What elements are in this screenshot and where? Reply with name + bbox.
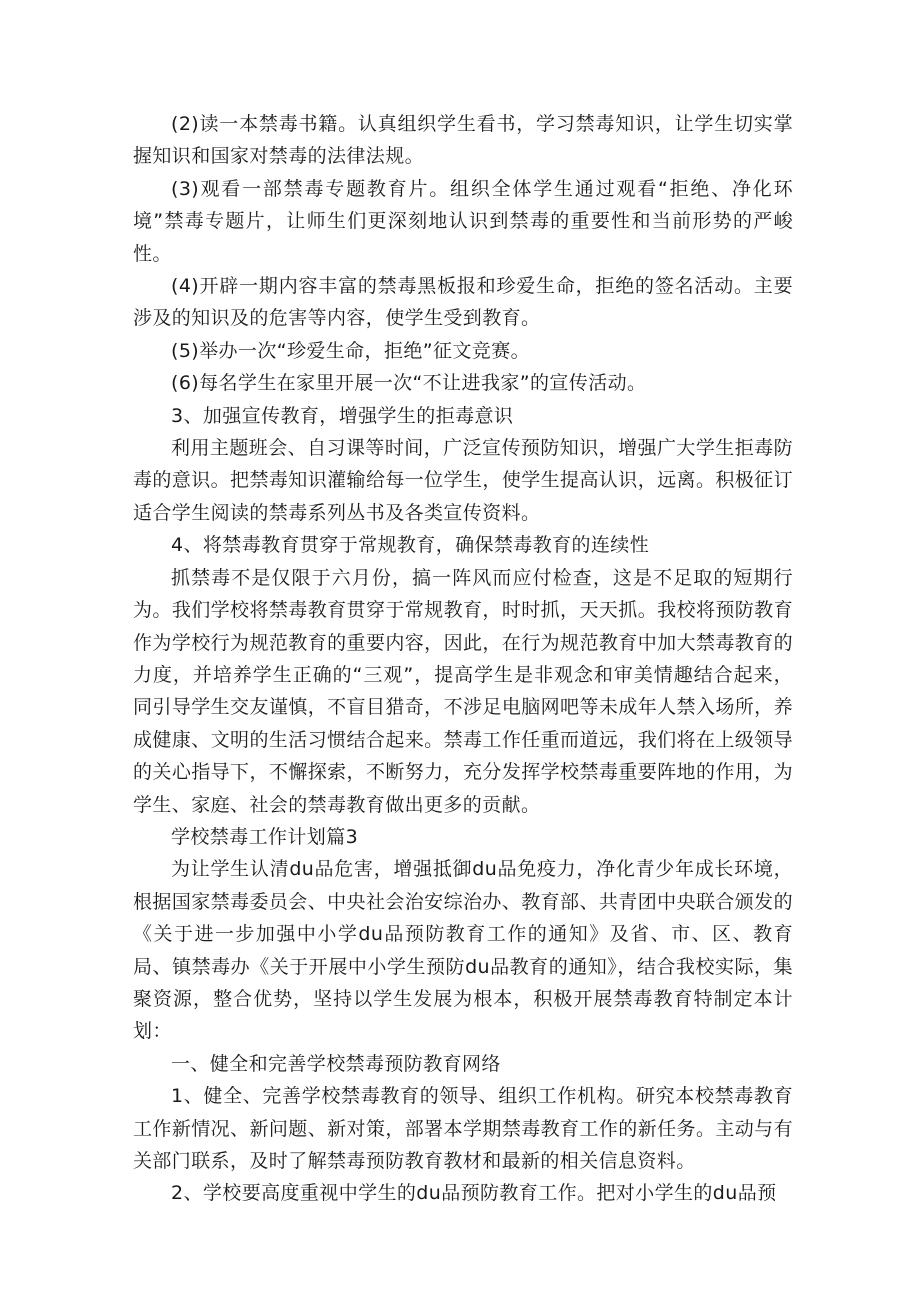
paragraph-routine-education: 抓禁毒不是仅限于六月份，搞一阵风而应付检查，这是不足取的短期行为。我们学校将禁毒教育贯穿于常规教育，时时抓，天天抓。我校将预防教育作为学校行为规范教育的重要内容，因此，在行为规范教育中加大禁毒教育的力度，并培养学生正确的“三观”，提高学生是非观念和审美情趣结合起来，同引导学生交友谨慎，不盲目猎奇，不涉足电脑网吧等未成年人禁入场所，养成健康、文明的生活习惯结合起来。禁毒工作任重而道远，我们将在上级领导的关心指导下，不懈探索，不断努力，充分发挥学校禁毒重要阵地的作用，为学生、家庭、社会的禁毒教育做出更多的贡献。	[133, 566, 793, 816]
paragraph-item-5: (5)举办一次“珍爱生命，拒绝”征文竞赛。	[171, 339, 531, 362]
section-heading-4: 4、将禁毒教育贯穿于常规教育，确保禁毒教育的连续性	[171, 534, 650, 557]
article-title: 学校禁毒工作计划篇3	[171, 825, 359, 848]
section-heading-3: 3、加强宣传教育，增强学生的拒毒意识	[171, 404, 514, 427]
paragraph-intro: 为让学生认清du品危害，增强抵御du品免疫力，净化青少年成长环境，根据国家禁毒委员会、中央社会治安综治办、教育部、共青团中央联合颁发的《关于进一步加强中小学du品预防教育工作的通知》及省、市、区、教育局、镇禁毒办《关于开展中小学生预防du品教育的通知》，结合我校实际，集聚资源，整合优势，坚持以学生发展为根本，积极开展禁毒教育特制定本计划：	[133, 858, 793, 1043]
paragraph-item-4: (4)开辟一期内容丰富的禁毒黑板报和珍爱生命，拒绝的签名活动。主要涉及的知识及的危害等内容，使学生受到教育。	[133, 275, 793, 330]
document-body	[133, 108, 793, 1210]
paragraph-item-1-2: 2、学校要高度重视中学生的du品预防教育工作。把对小学生的du品预	[171, 1182, 777, 1205]
paragraph-item-6: (6)每名学生在家里开展一次“不让进我家”的宣传活动。	[171, 372, 647, 395]
section-heading-1: 一、健全和完善学校禁毒预防教育网络	[171, 1052, 501, 1075]
paragraph-item-1-1: 1、健全、完善学校禁毒教育的领导、组织工作机构。研究本校禁毒教育工作新情况、新问题、新对策，部署本学期禁毒教育工作的新任务。主动与有关部门联系，及时了解禁毒预防教育教材和最新的相关信息资料。	[133, 1085, 793, 1172]
paragraph-item-3: (3)观看一部禁毒专题教育片。组织全体学生通过观看“拒绝、净化环境”禁毒专题片，让师生们更深刻地认识到禁毒的重要性和当前形势的严峻性。	[133, 177, 793, 265]
paragraph-item-2: (2)读一本禁毒书籍。认真组织学生看书，学习禁毒知识，让学生切实掌握知识和国家对禁毒的法律法规。	[133, 113, 793, 168]
paragraph-publicity: 利用主题班会、自习课等时间，广泛宣传预防知识，增强广大学生拒毒防毒的意识。把禁毒知识灌输给每一位学生，使学生提高认识，远离。积极征订适合学生阅读的禁毒系列丛书及各类宣传资料。	[133, 437, 793, 524]
